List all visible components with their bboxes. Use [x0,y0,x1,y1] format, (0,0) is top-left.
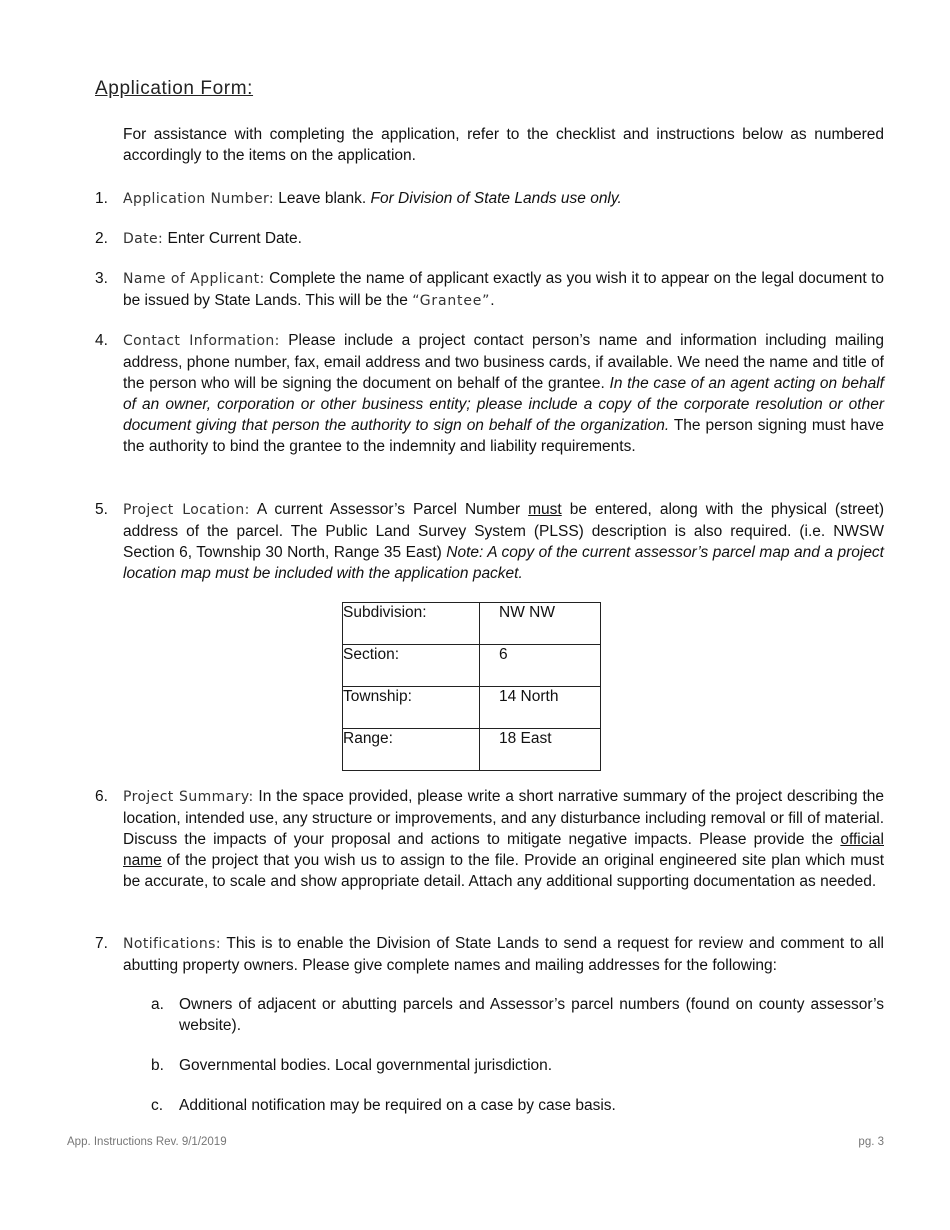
table-cell-value: 6 [480,645,601,687]
item-italic-note: In the case of an agent acting on behalf of an owner, corporation or other business entity; please include a copy of the corporate resolution or other document giving that person the authority to sign on behalf of the organization. [123,375,884,434]
item-text-continued: of the project that you wish us to assign to the file. Provide an original engineered site plan which must be accurate, to scale and show appropriate detail. Attach any additional supporting documentation as needed. [123,852,884,890]
list-item-notifications [95,933,884,976]
intro-paragraph: For assistance with completing the application, refer to the checklist and instructions below as numbered accordingly to the items on the application. [123,126,884,164]
item-number: 5. [95,501,108,518]
list-item-application-number [95,188,884,210]
item-number: 6. [95,788,108,805]
item-text: Please include a project contact person’s name and information including mailing address, phone number, fax, email address and two business cards, if available. We need the name and title of the person who will be signing the document on behalf of the grantee. [123,332,884,392]
table-row [343,687,601,729]
table-cell-value: NW NW [480,603,601,645]
item-text-continued: be entered, along with the physical (street) address of the parcel. The Public Land Survey System (PLSS) description is also required. (i.e. NWSW Section 6, Township 30 North, Range 35 East) [123,501,884,561]
page-title: Application Form: [95,78,254,99]
item-tail: The person signing must have the authority to bind the grantee to the indemnity and liability requirements. [123,417,884,455]
sub-item-letter: b. [151,1057,164,1074]
sub-item-letter: c. [151,1097,164,1114]
item-text: Leave blank. [273,190,371,207]
table-cell-label: Section: [343,645,480,687]
footer-page-number: pg. 3 [858,1136,884,1148]
item-italic-note: For Division of State Lands use only. [370,190,622,207]
item-text: Enter Current Date. [163,230,302,247]
table-row [343,645,601,687]
footer-revision: App. Instructions Rev. 9/1/2019 [67,1136,227,1148]
table-cell-value: 18 East [480,729,601,771]
grantee-term: “Grantee” [412,293,491,309]
table-row [343,603,601,645]
item-term: Name of Applicant: [123,271,265,287]
item-term: Notifications: [123,936,221,952]
item-italic-note: Note: A copy of the current assessor’s parcel map and a project location map must be included with the application packet. [123,544,884,582]
sub-item-text: Owners of adjacent or abutting parcels and Assessor’s parcel numbers (found on county assessor’s website). [179,996,884,1034]
item-term: Project Summary: [123,789,254,805]
item-term: Application Number: [123,191,274,207]
item-term: Project Location: [123,502,250,518]
item-number: 2. [95,230,108,247]
item-text: A current Assessor’s Parcel Number [249,501,529,518]
list-item-project-location [95,499,884,584]
item-tail: . [490,292,495,309]
sub-item-governmental-bodies [151,1055,884,1076]
list-item-project-summary [95,786,884,892]
item-term: Contact Information: [123,333,280,349]
sub-item-text: Additional notification may be required on a case by case basis. [179,1097,616,1114]
list-item-date [95,228,884,250]
item-term: Date: [123,231,164,247]
sub-item-adjacent-owners [151,994,884,1036]
item-text: This is to enable the Division of State Lands to send a request for review and comment to all abutting property owners. Please give complete names and mailing addresses for the following: [123,935,884,974]
sub-item-text: Governmental bodies. Local governmental jurisdiction. [179,1057,553,1074]
item-text: In the space provided, please write a short narrative summary of the project describing the location, intended use, any structure or improvements, and any disturbance including removal or fill of material. Discuss the impacts of your proposal and actions to mitigate negative impacts. Please provide the [123,788,884,848]
plss-location-table [342,602,601,771]
table-row [343,729,601,771]
item-number: 4. [95,332,108,349]
table-cell-label: Subdivision: [343,603,480,645]
item-number: 1. [95,190,108,207]
list-item-name-of-applicant [95,268,884,312]
underlined-emphasis: official name [123,831,884,869]
sub-item-additional-notification [151,1095,884,1116]
table-cell-label: Range: [343,729,480,771]
sub-item-letter: a. [151,996,164,1013]
underlined-emphasis: must [528,501,562,518]
table-cell-value: 14 North [480,687,601,729]
item-number: 7. [95,935,108,952]
item-text: Complete the name of applicant exactly as you wish it to appear on the legal document to be issued by State Lands. This will be the [123,270,884,309]
list-item-contact-information [95,330,884,457]
item-number: 3. [95,270,108,287]
table-cell-label: Township: [343,687,480,729]
